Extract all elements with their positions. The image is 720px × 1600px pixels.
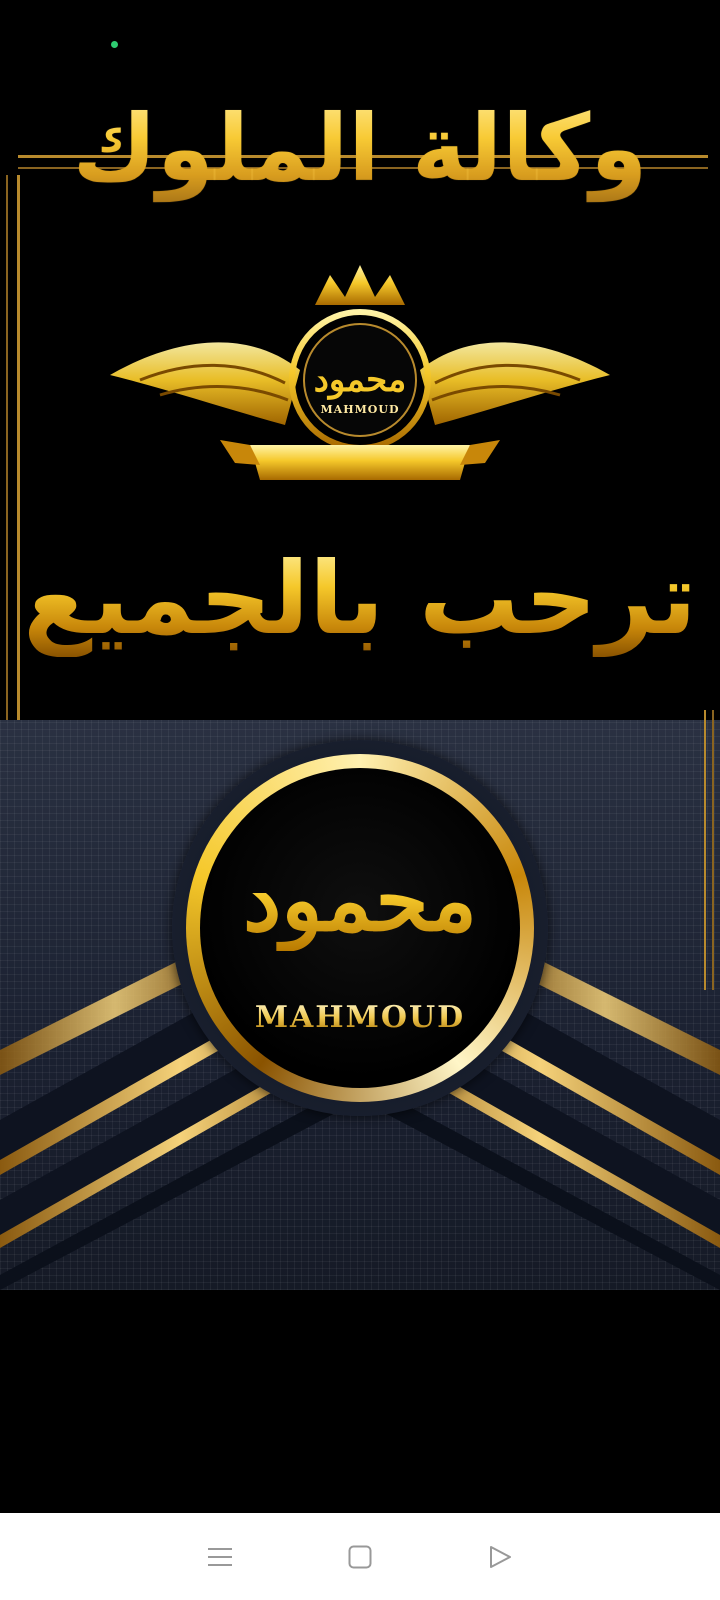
poster-title-bottom: ترحب بالجميع [0, 540, 720, 657]
nav-home-button[interactable] [335, 1532, 385, 1582]
nav-menu-button[interactable] [195, 1532, 245, 1582]
notification-dot-icon [111, 41, 118, 48]
menu-icon [207, 1546, 233, 1568]
medallion-arabic-name: محمود [200, 850, 520, 951]
emblem-arabic-name: محمود [313, 360, 407, 400]
poster-title-top: وكالة الملوك [0, 95, 720, 202]
emblem-latin-name: MAHMOUD [320, 403, 400, 416]
nav-back-button[interactable] [475, 1532, 525, 1582]
bottom-black-band [0, 1435, 720, 1513]
gold-frame-right [704, 710, 714, 990]
medallion-latin-name: MAHMOUD [200, 1000, 520, 1035]
triangle-back-icon [488, 1545, 512, 1569]
square-icon [348, 1545, 372, 1569]
status-bar [0, 0, 720, 90]
navigation-bar [0, 1513, 720, 1600]
